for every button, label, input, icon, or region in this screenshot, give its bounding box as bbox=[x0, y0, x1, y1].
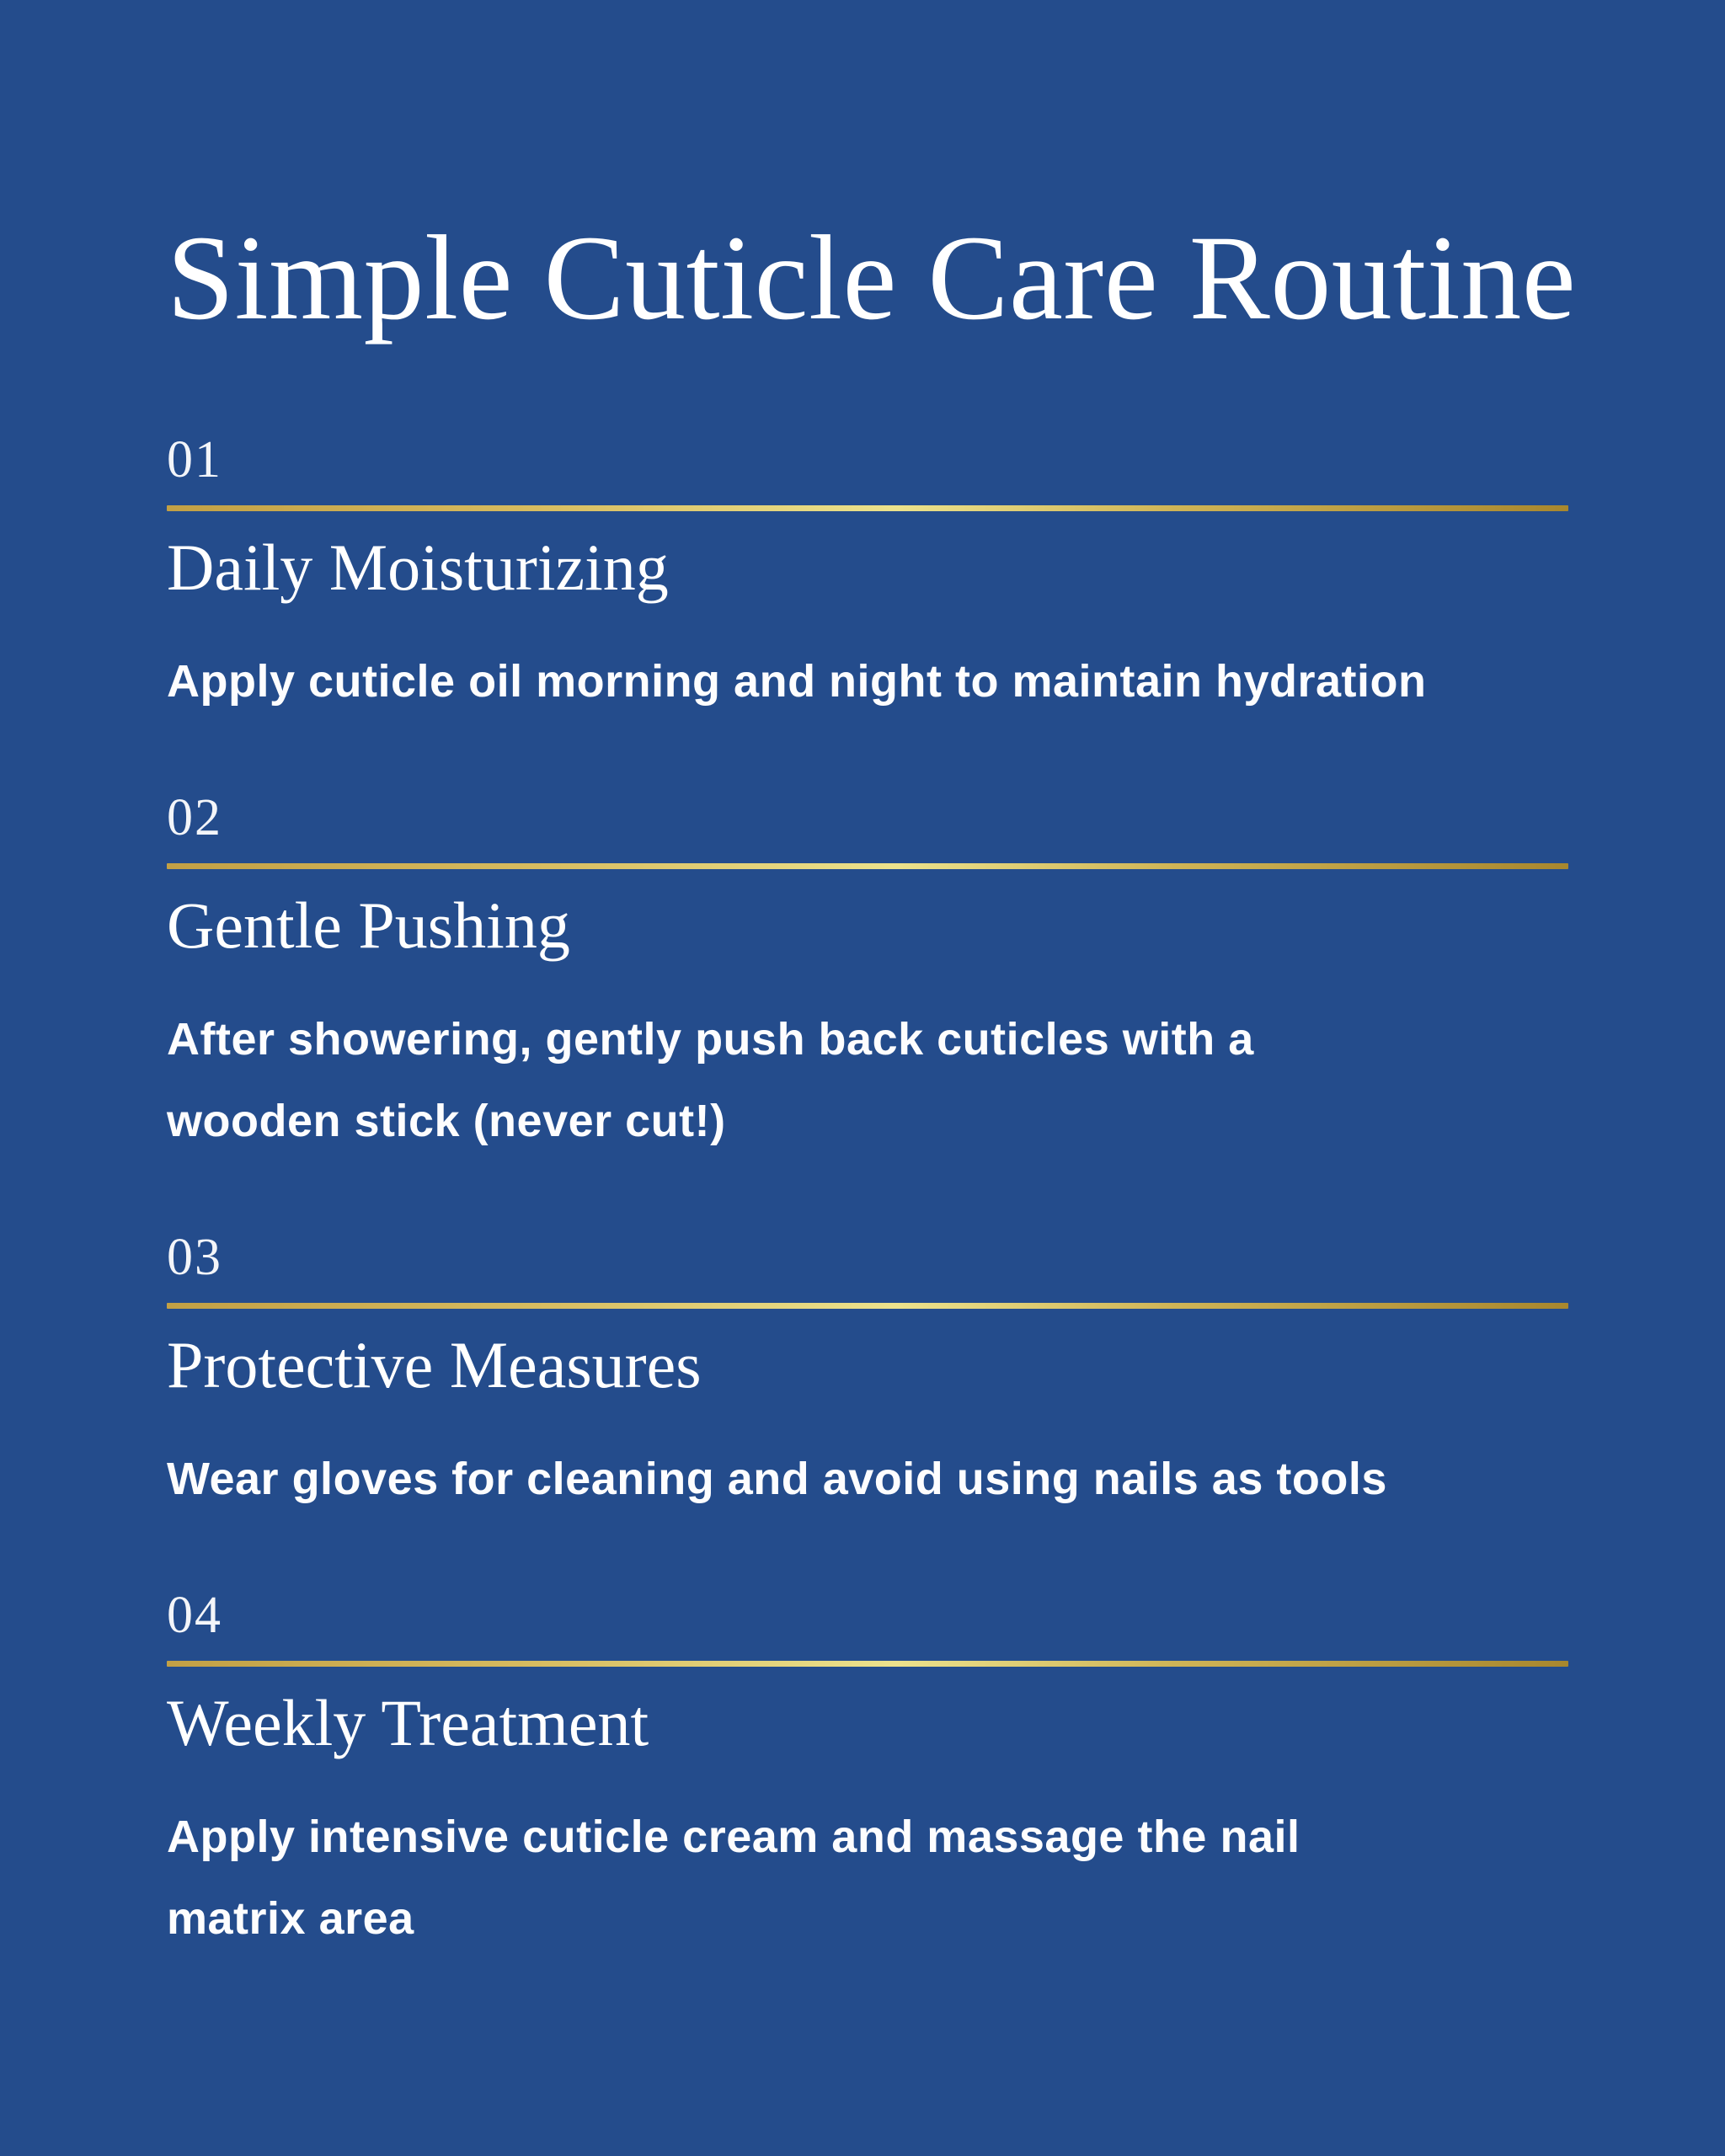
description-line: Apply intensive cuticle cream and massage the nail bbox=[167, 1812, 1300, 1863]
step-number: 03 bbox=[167, 1229, 222, 1287]
gold-divider bbox=[167, 863, 1568, 869]
step-section-02 bbox=[167, 789, 1568, 1162]
step-number: 02 bbox=[167, 789, 222, 847]
description-line: matrix area bbox=[167, 1893, 414, 1945]
description-line: wooden stick (never cut!) bbox=[167, 1096, 726, 1147]
step-section-01 bbox=[167, 431, 1568, 723]
step-heading: Gentle Pushing bbox=[167, 889, 570, 963]
step-heading: Daily Moisturizing bbox=[167, 531, 669, 605]
step-number: 01 bbox=[167, 431, 222, 489]
step-heading: Protective Measures bbox=[167, 1328, 702, 1402]
step-description bbox=[167, 999, 1568, 1162]
step-section-04 bbox=[167, 1589, 1568, 1960]
gold-divider bbox=[167, 505, 1568, 511]
step-number: 04 bbox=[167, 1587, 222, 1645]
description-line: Apply cuticle oil morning and night to maintain hydration bbox=[167, 656, 1427, 707]
description-line: Wear gloves for cleaning and avoid using nails as tools bbox=[167, 1454, 1387, 1505]
gold-divider bbox=[167, 1303, 1568, 1309]
step-heading: Weekly Treatment bbox=[167, 1686, 649, 1760]
gold-divider bbox=[167, 1661, 1568, 1667]
step-section-03 bbox=[167, 1231, 1568, 1520]
step-description bbox=[167, 1438, 1568, 1520]
page-title: Simple Cuticle Care Routine bbox=[167, 211, 1577, 345]
step-description bbox=[167, 1796, 1568, 1960]
step-description bbox=[167, 641, 1568, 723]
description-line: After showering, gently push back cuticles with a bbox=[167, 1014, 1254, 1065]
